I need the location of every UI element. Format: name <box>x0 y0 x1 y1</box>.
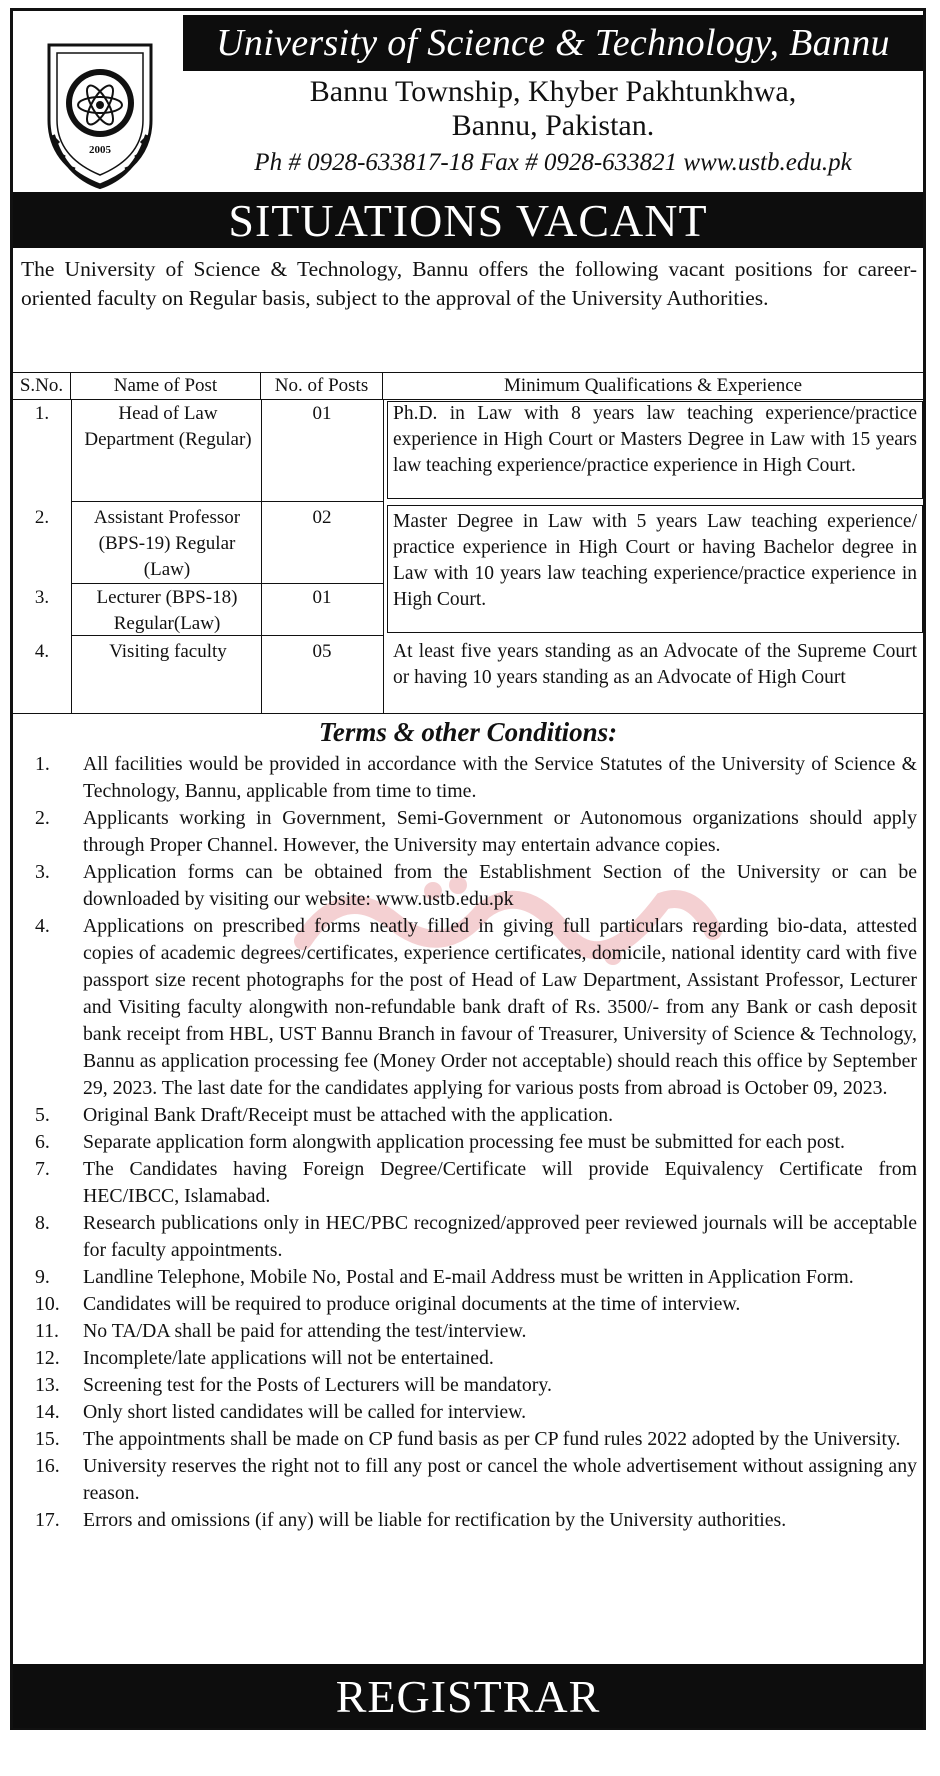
university-title: University of Science & Technology, Bannu <box>183 15 923 71</box>
term-item: 13. Screening test for the Posts of Lecturers will be mandatory. <box>35 1374 552 1396</box>
term-item: 15. The appointments shall be made on CP fund basis as per CP fund rules 2022 adopted by the University. <box>35 1428 901 1450</box>
qualification-1: Ph.D. in Law with 8 years law teaching experience/practice experience in High Court or Masters Degree in Law with 15 years law teaching experience/practice experience in High Court. <box>393 403 917 476</box>
row-divider <box>71 501 383 502</box>
address-line-1: Bannu Township, Khyber Pakhtunkhwa, <box>309 75 797 108</box>
row4-count: 05 <box>312 641 332 662</box>
address-line-2: Bannu, Pakistan. <box>451 109 655 142</box>
term-item: 10. Candidates will be required to produce original documents at the time of interview. <box>35 1293 741 1315</box>
university-crest-icon <box>35 25 165 195</box>
term-item: 5. Original Bank Draft/Receipt must be attached with the application. <box>35 1104 614 1126</box>
svg-text:2005: 2005 <box>89 144 111 156</box>
row1-post: Head of Law Department (Regular) <box>84 403 252 450</box>
term-item: 7. The Candidates having Foreign Degree/Certificate will provide Equivalency Certificate from HEC/IBCC, Islamabad. <box>35 1158 917 1207</box>
row2-sno: 2. <box>34 507 50 528</box>
contact-line: Ph # 0928-633817-18 Fax # 0928-633821 www.ustb.edu.pk <box>254 149 852 176</box>
registrar-footer: REGISTRAR <box>13 1664 923 1728</box>
row-divider <box>71 583 383 584</box>
row3-count: 01 <box>312 587 332 608</box>
term-item: 2. Applicants working in Government, Semi-Government or Autonomous organizations should apply through Proper Channel. However, the University may entertain advance copies. <box>35 807 917 856</box>
term-item: 9. Landline Telephone, Mobile No, Postal and E-mail Address must be written in Application Form. <box>35 1266 854 1288</box>
row2-post: Assistant Professor (BPS-19) Regular (Law) <box>93 507 241 580</box>
term-item: 14. Only short listed candidates will be called for interview. <box>35 1401 527 1423</box>
qualification-3: At least five years standing as an Advocate of the Supreme Court or having 10 years standing as an Advocate of High Court <box>393 641 917 688</box>
header <box>13 11 923 191</box>
row1-sno: 1. <box>34 403 50 424</box>
term-item: 1. All facilities would be provided in accordance with the Service Statutes of the University of Science & Technology, Bannu, applicable from time to time. <box>35 753 917 802</box>
terms-title: Terms & other Conditions: <box>318 717 618 747</box>
situations-vacant-banner: SITUATIONS VACANT <box>13 192 923 248</box>
col-divider <box>261 399 262 713</box>
col-divider <box>383 399 384 713</box>
row3-post: Lecturer (BPS-18) Regular(Law) <box>96 587 238 634</box>
row4-post: Visiting faculty <box>109 641 227 662</box>
row4-sno: 4. <box>34 641 50 662</box>
col-divider <box>71 399 72 713</box>
term-item: 8. Research publications only in HEC/PBC recognized/approved peer reviewed journals will be acceptable for faculty appointments. <box>35 1212 917 1261</box>
row2-count: 02 <box>312 507 332 528</box>
col-post: Name of Post <box>71 373 261 399</box>
term-item: 16. University reserves the right not to fill any post or cancel the whole advertisement without assigning any reason. <box>35 1455 917 1504</box>
row1-count: 01 <box>312 403 332 424</box>
row3-sno: 3. <box>34 587 50 608</box>
col-count: No. of Posts <box>261 373 383 399</box>
terms-list <box>21 751 917 1534</box>
term-item: 17. Errors and omissions (if any) will be liable for rectification by the University authorities. <box>35 1509 787 1531</box>
term-item: 6. Separate application form alongwith application processing fee must be submitted for each post. <box>35 1131 845 1153</box>
term-item: 3. Application forms can be obtained from the Establishment Section of the University or can be downloaded by visiting our website: www.ustb.edu.pk <box>35 861 917 910</box>
term-item: 4. Applications on prescribed forms neatly filled in giving full particulars regarding bio-data, attested copies of academic degrees/certificates, experience certificates, domicile, national identity card with five passport size recent photographs for the post of Head of Law Department, Assistant Professor, Lecturer and Visiting faculty alongwith non-refundable bank draft of Rs. 3500/- from any Bank or cash deposit bank receipt from HBL, UST Bannu Branch in favour of Treasurer, University of Science & Technology, Bannu as application processing fee (Money Order not acceptable) should reach this office by September 29, 2023. The last date for the candidates applying for various posts from abroad is October 09, 2023. <box>35 915 917 1099</box>
col-sno: S.No. <box>13 373 71 399</box>
page-border <box>10 8 926 1730</box>
table-bottom <box>13 713 923 714</box>
col-qualifications: Minimum Qualifications & Experience <box>503 375 803 396</box>
term-item: 11. No TA/DA shall be paid for attending the test/interview. <box>35 1320 527 1342</box>
qualification-2: Master Degree in Law with 5 years Law teaching experience/ practice experience in High Court or having Bachelor degree in Law with 10 years law teaching experience/practice experience in High Court. <box>393 511 917 610</box>
positions-table <box>13 372 923 713</box>
term-item: 12. Incomplete/late applications will not be entertained. <box>35 1347 494 1369</box>
intro-paragraph: The University of Science & Technology, Bannu offers the following vacant positions for career-oriented faculty on Regular basis, subject to the approval of the University Authorities. <box>21 257 917 310</box>
table-header <box>13 373 923 400</box>
